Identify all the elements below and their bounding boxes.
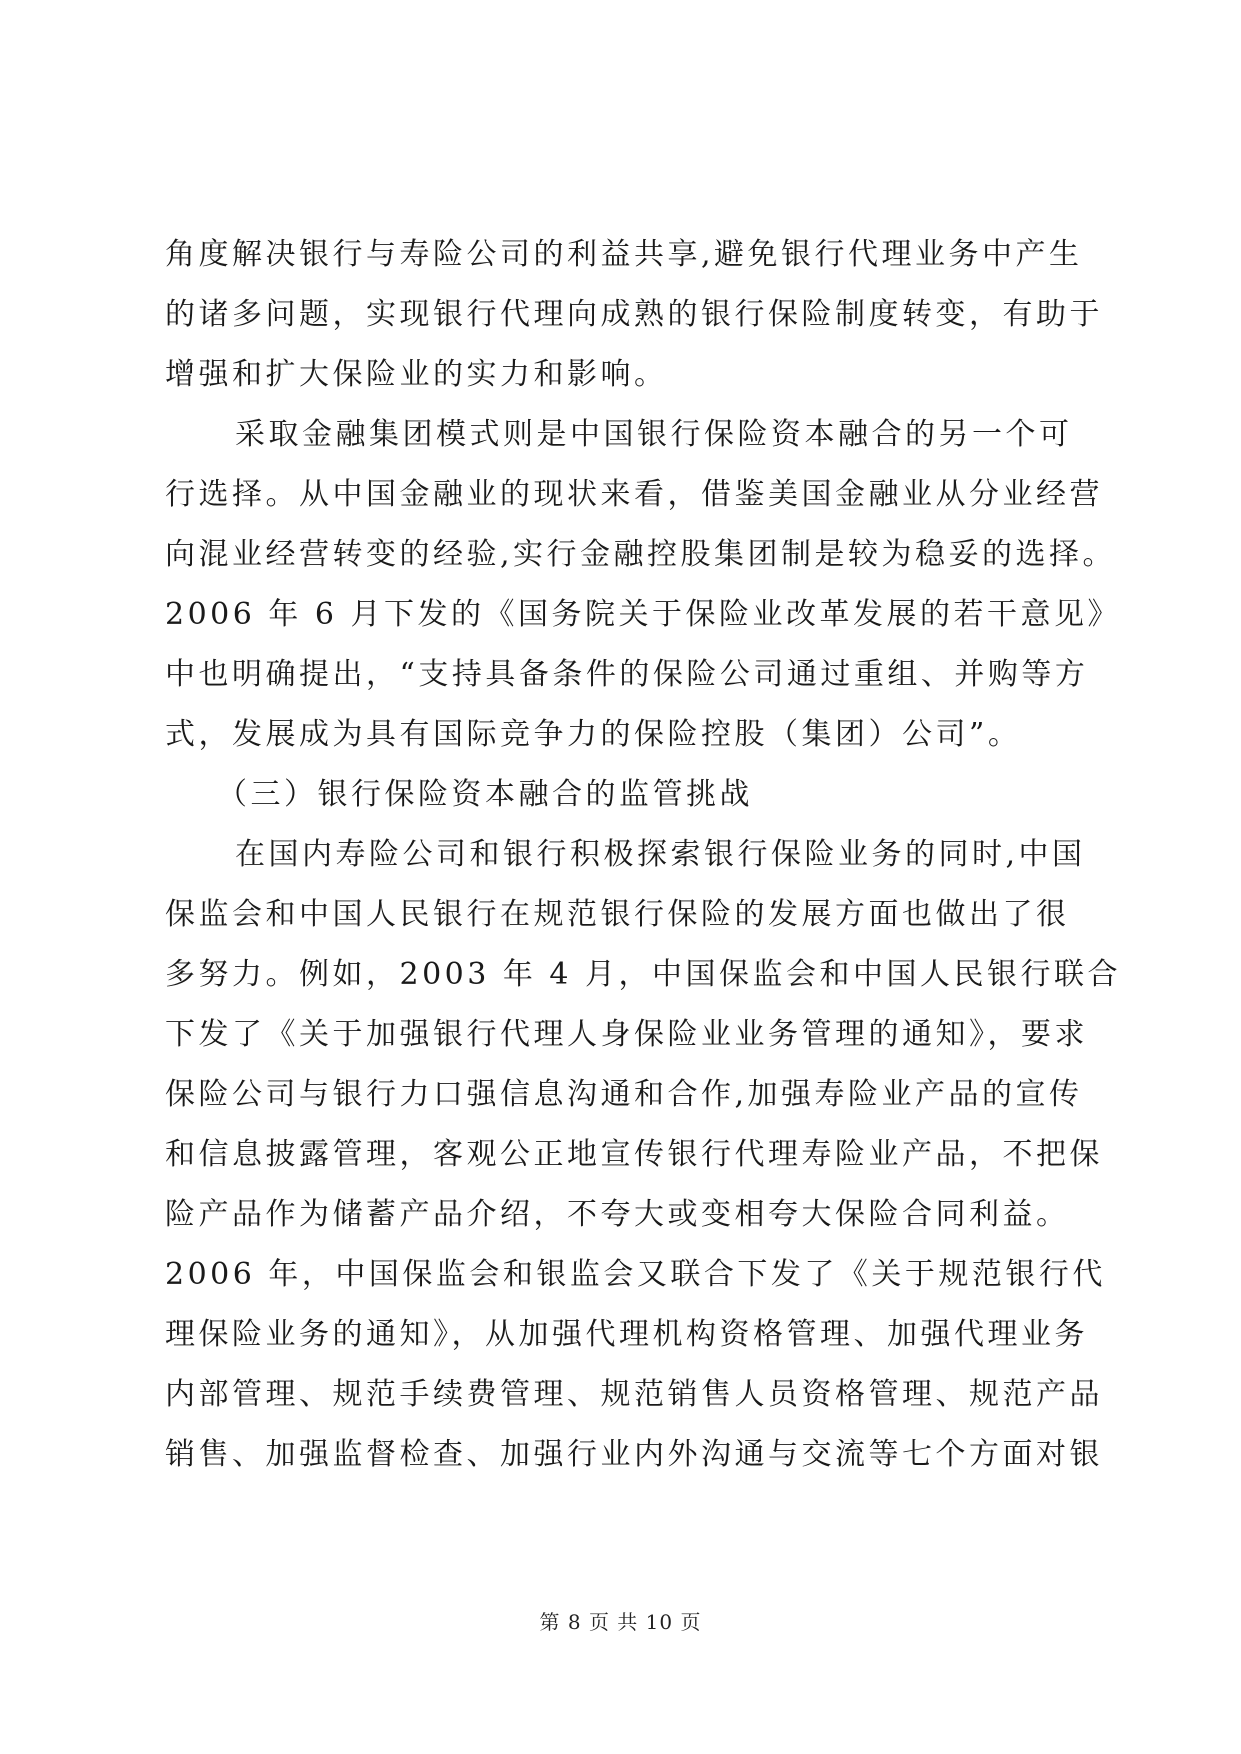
text-line: 险产品作为储蓄产品介绍，不夸大或变相夸大保险合同利益。 bbox=[165, 1197, 1070, 1232]
text-line: 保险公司与银行力口强信息沟通和合作,加强寿险业产品的宣传 bbox=[165, 1077, 1083, 1112]
paragraph-start-line: 在国内寿险公司和银行积极探索银行保险业务的同时,中国 bbox=[235, 837, 1086, 872]
text-line: 角度解决银行与寿险公司的利益共享,避免银行代理业务中产生 bbox=[165, 237, 1083, 272]
text-line: 向混业经营转变的经验,实行金融控股集团制是较为稳妥的选择。 bbox=[165, 537, 1117, 572]
text-line: 的诸多问题，实现银行代理向成熟的银行保险制度转变，有助于 bbox=[165, 297, 1103, 332]
text-line: 和信息披露管理，客观公正地宣传银行代理寿险业产品，不把保 bbox=[165, 1137, 1103, 1172]
text-line: 行选择。从中国金融业的现状来看，借鉴美国金融业从分业经营 bbox=[165, 477, 1103, 512]
text-line: 理保险业务的通知》，从加强代理机构资格管理、加强代理业务 bbox=[165, 1317, 1088, 1352]
section-heading: （三）银行保险资本融合的监管挑战 bbox=[217, 777, 753, 812]
paragraph-start-line: 采取金融集团模式则是中国银行保险资本融合的另一个可 bbox=[235, 417, 1073, 452]
text-line: 式，发展成为具有国际竞争力的保险控股（集团）公司”。 bbox=[165, 717, 1022, 752]
text-line: 2006 年 6 月下发的《国务院关于保险业改革发展的若干意见》 bbox=[165, 597, 1122, 632]
text-line: 下发了《关于加强银行代理人身保险业业务管理的通知》，要求 bbox=[165, 1017, 1088, 1052]
text-line: 销售、加强监督检查、加强行业内外沟通与交流等七个方面对银 bbox=[165, 1437, 1103, 1472]
text-line: 保监会和中国人民银行在规范银行保险的发展方面也做出了很 bbox=[165, 897, 1070, 932]
text-line: 内部管理、规范手续费管理、规范销售人员资格管理、规范产品 bbox=[165, 1377, 1103, 1412]
text-line: 中也明确提出，“支持具备条件的保险公司通过重组、并购等方 bbox=[165, 657, 1089, 692]
text-line: 增强和扩大保险业的实力和影响。 bbox=[165, 357, 668, 392]
text-line: 2006 年，中国保监会和银监会又联合下发了《关于规范银行代 bbox=[165, 1257, 1106, 1292]
body-text bbox=[165, 225, 1122, 1485]
page-number-footer: 第 8 页 共 10 页 bbox=[539, 1610, 702, 1634]
text-line: 多努力。例如，2003 年 4 月，中国保监会和中国人民银行联合 bbox=[165, 957, 1122, 992]
